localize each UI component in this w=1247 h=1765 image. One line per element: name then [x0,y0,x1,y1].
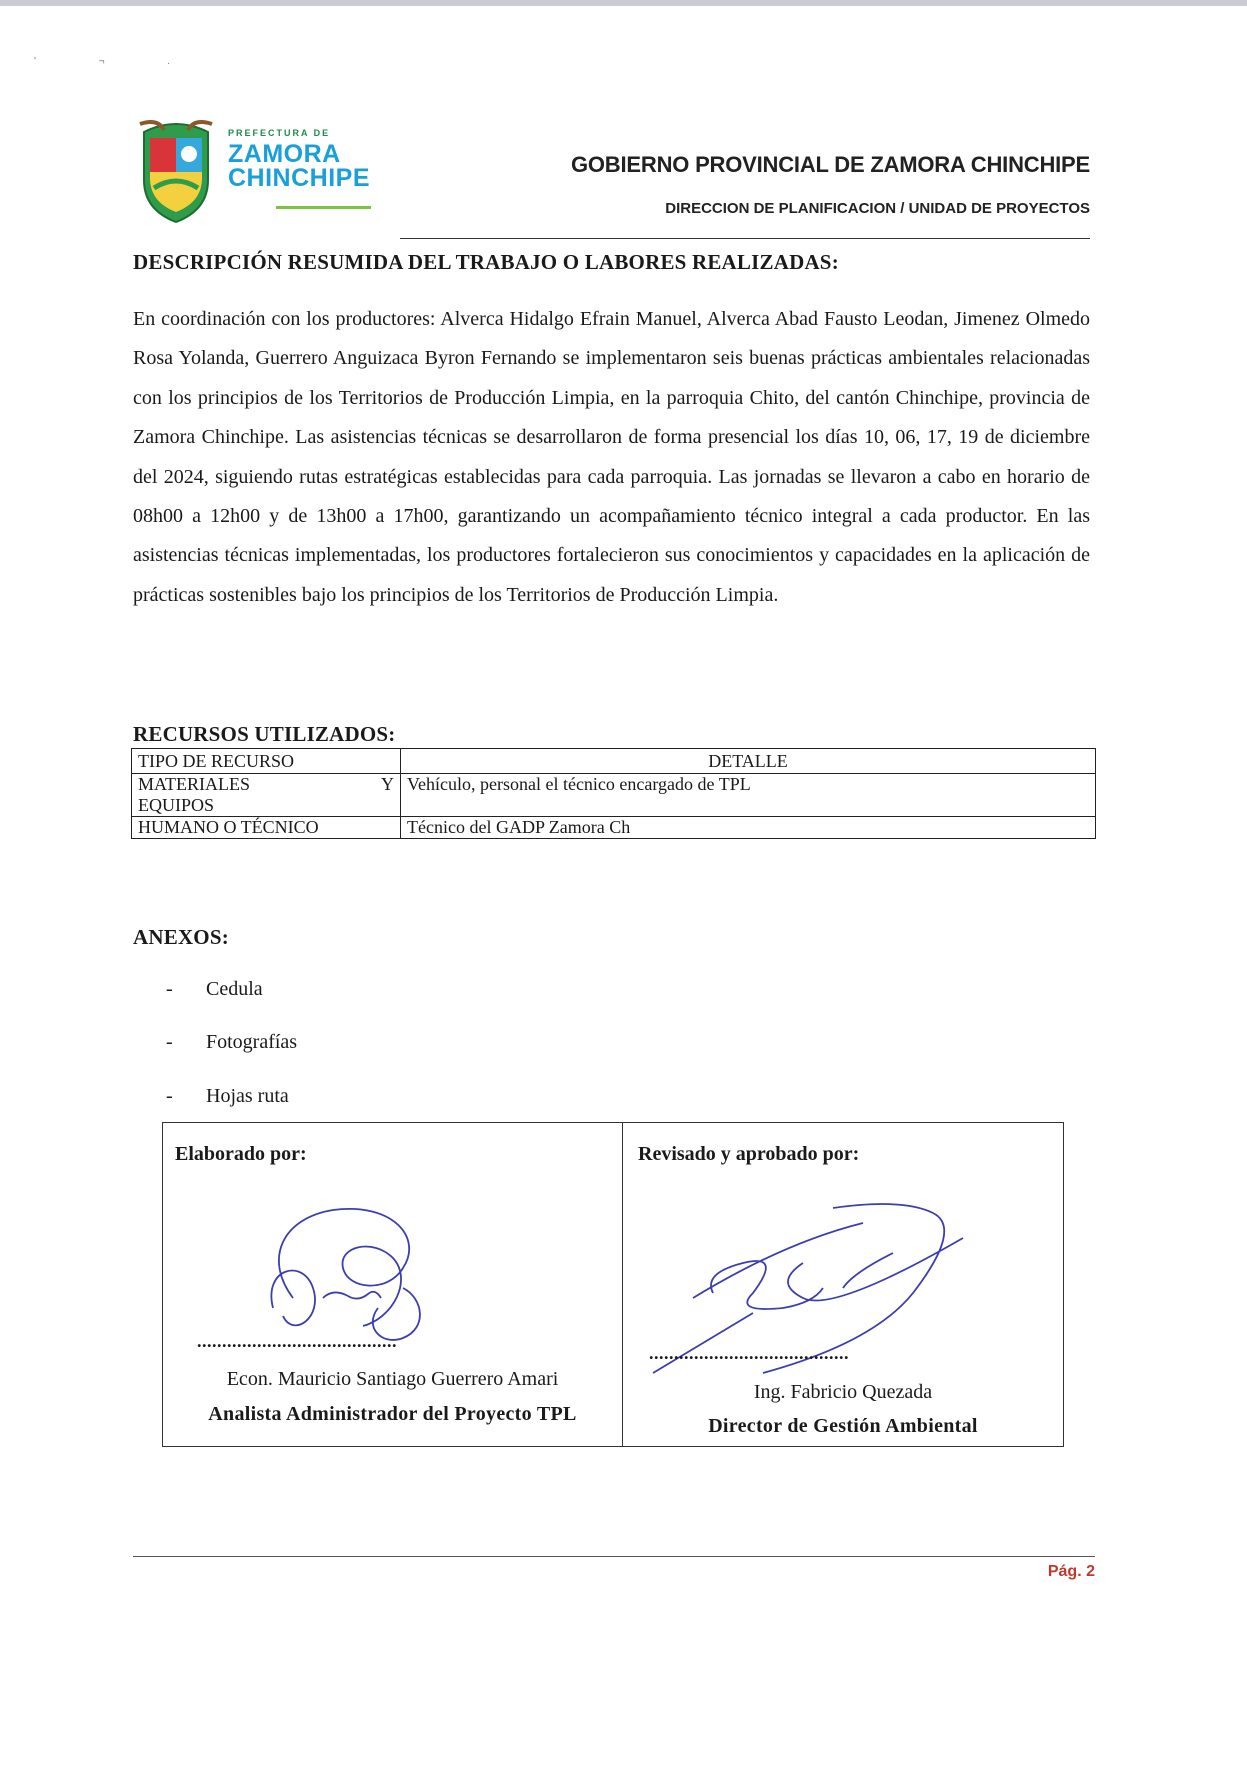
prepared-by-role: Analista Administrador del Proyecto TPL [208,1403,577,1425]
header-title: GOBIERNO PROVINCIAL DE ZAMORA CHINCHIPE [570,152,1090,177]
signature-left-image [253,1198,453,1348]
logo-name-line1: ZAMORA [228,140,341,168]
signature-line-left: ........................................ [197,1331,397,1351]
summary-heading: DESCRIPCIÓN RESUMIDA DEL TRABAJO O LABORES REALIZADAS: [133,250,839,274]
annex-label: Cedula [206,978,263,1000]
scan-top-edge [0,0,1247,6]
logo-prefix: PREFECTURA DE [228,128,331,138]
resource-detail-cell: Vehículo, personal el técnico encargado de TPL [401,774,1096,817]
resource-type-cell [132,774,401,817]
header-divider [400,238,1090,239]
resource-type-text: Y [381,774,394,794]
footer-divider [133,1556,1095,1557]
resource-type-cell: HUMANO O TÉCNICO [132,817,401,839]
prepared-by-name: Econ. Mauricio Santiago Guerrero Amari [226,1368,559,1390]
table-row [132,817,1096,839]
column-header-type: TIPO DE RECURSO [132,749,401,774]
logo-name-line2: CHINCHIPE [228,164,371,192]
header-subtitle: DIRECCION DE PLANIFICACION / UNIDAD DE PROYECTOS [665,200,1090,217]
list-item: - Hojas ruta [166,1085,289,1107]
resource-type-text: EQUIPOS [138,795,215,815]
coat-of-arms-icon [136,118,216,224]
annex-label: Hojas ruta [206,1085,289,1107]
prepared-by-heading: Elaborado por: [175,1143,307,1165]
list-item: - Cedula [166,978,263,1000]
signature-line-right: ........................................ [649,1343,849,1363]
prefecture-logo [136,118,386,224]
signature-table [162,1122,1064,1447]
resource-detail-cell: Técnico del GADP Zamora Ch [401,817,1096,839]
column-header-detail: DETALLE [401,749,1096,774]
list-item: - Fotografías [166,1031,298,1053]
approved-by-heading: Revisado y aprobado por: [638,1143,860,1165]
logo-underline [276,206,371,209]
table-header-row [132,749,1096,774]
table-row [132,774,1096,817]
resource-type-text: MATERIALES [138,774,250,794]
resources-table [131,748,1096,839]
annex-label: Fotografías [206,1031,298,1053]
approved-by-role: Director de Gestión Ambiental [708,1415,978,1437]
resources-heading: RECURSOS UTILIZADOS: [133,722,396,746]
page-number: Pág. 2 [1047,1563,1095,1580]
annexes-heading: ANEXOS: [133,925,229,949]
summary-paragraph: En coordinación con los productores: Alverca Hidalgo Efrain Manuel, Alverca Abad Fausto Leodan, Jimenez Olmedo Rosa Yolanda, Guerrero Anguizaca Byron Fernando se implementaron seis buenas prácticas ambientales relacionadas con los principios de los Territorios de Producción Limpia, en la parroquia Chito, del cantón Chinchipe, provincia de Zamora Chinchipe. Las asistencias técnicas se desarrollaron de forma presencial los días 10, 06, 17, 19 de diciembre del 2024, siguiendo rutas estratégicas establecidas para cada parroquia. Las jornadas se llevaron a cabo en horario de 08h00 a 12h00 y de 13h00 a 17h00, garantizando un acompañamiento técnico integral a cada productor. En las asistencias técnicas implementadas, los productores fortalecieron sus conocimientos y capacidades en la aplicación de prácticas sostenibles bajo los principios de los Territorios de Producción Limpia. [133,308,1090,606]
approved-by-name: Ing. Fabricio Quezada [753,1381,933,1403]
scan-artifact-marks: ' ¬ . [34,56,201,67]
